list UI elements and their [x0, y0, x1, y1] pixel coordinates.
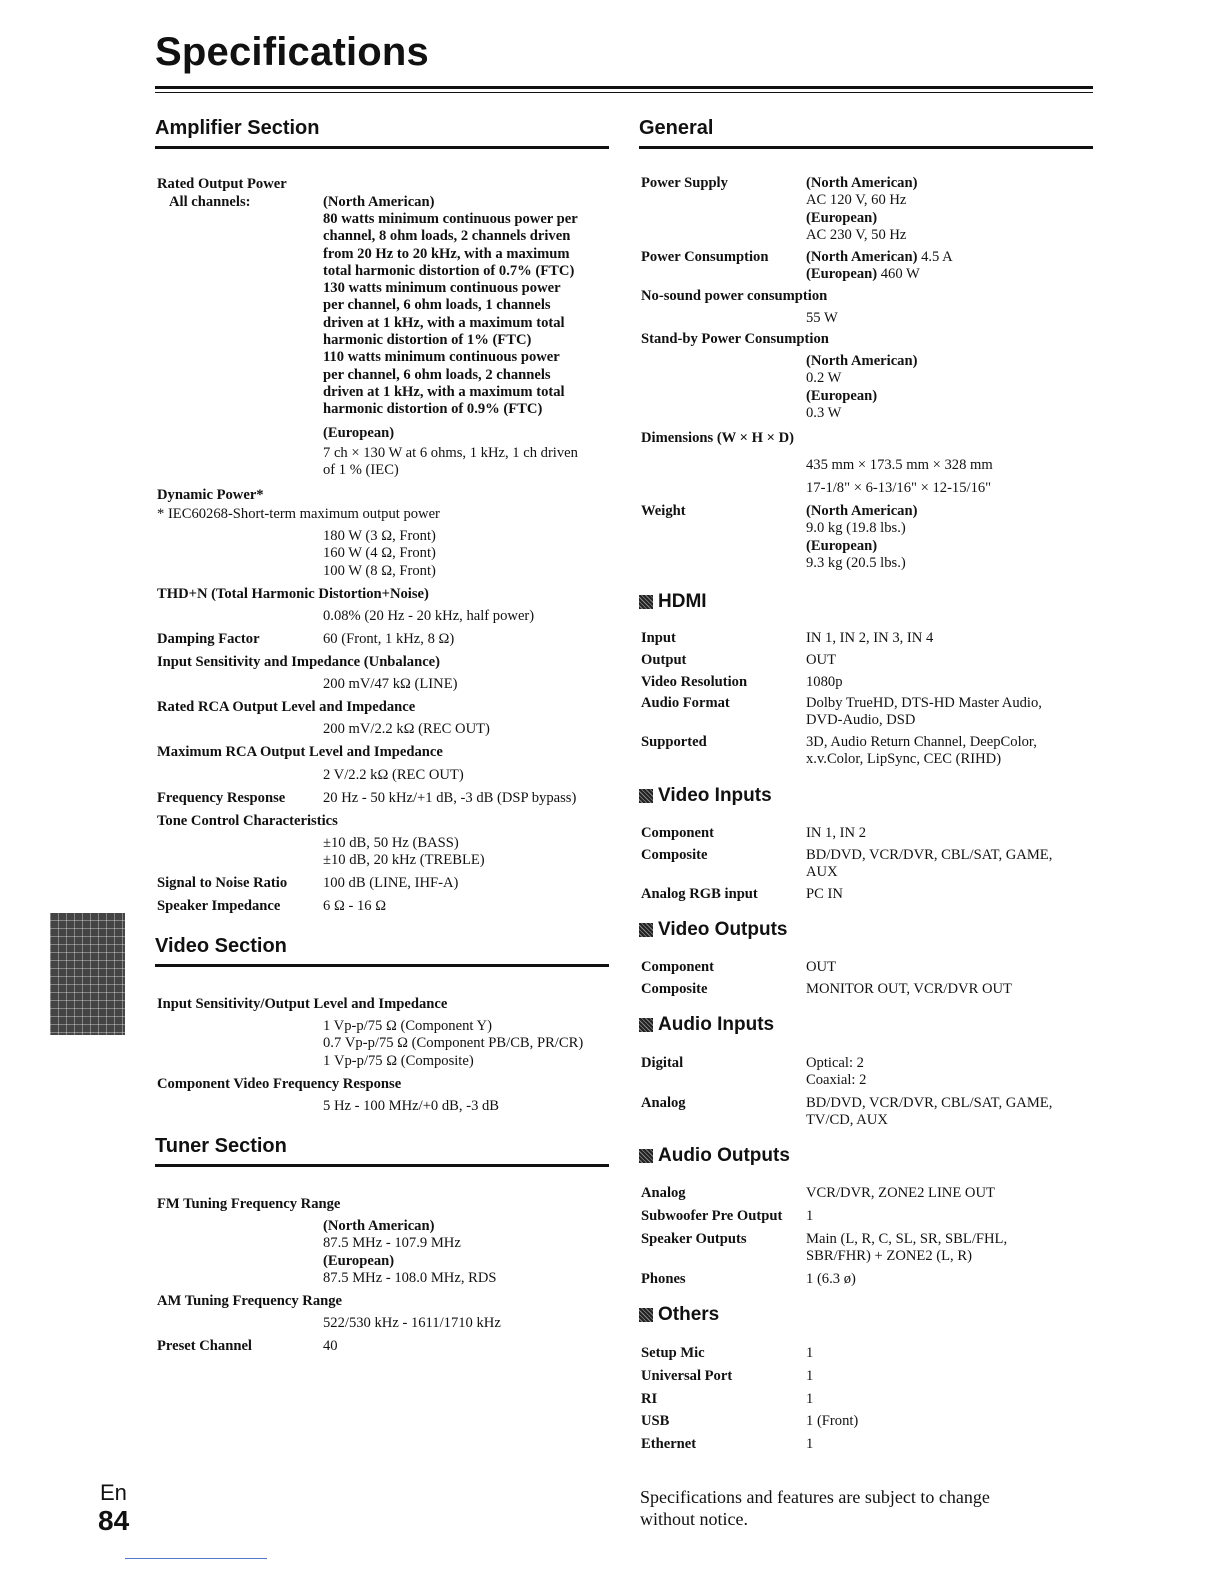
- preset-channel-label: Preset Channel: [157, 1338, 252, 1354]
- aout-speaker-label: Speaker Outputs: [641, 1231, 747, 1247]
- aout-analog-value: VCR/DVR, ZONE2 LINE OUT: [806, 1185, 995, 1201]
- hdmi-output-value: OUT: [806, 652, 836, 668]
- vin-component-value: IN 1, IN 2: [806, 825, 866, 841]
- vin-component-label: Component: [641, 825, 714, 841]
- fm-na-label: (North American): [323, 1218, 435, 1234]
- thd-label: THD+N (Total Harmonic Distortion+Noise): [157, 586, 429, 602]
- others-universal-port-label: Universal Port: [641, 1368, 733, 1384]
- dimensions-in: 17-1/8" × 6-13/16" × 12-15/16": [806, 480, 992, 496]
- others-heading: [639, 1306, 719, 1323]
- standby-label: Stand-by Power Consumption: [641, 331, 829, 347]
- vout-composite-label: Composite: [641, 981, 708, 997]
- video-outputs-heading: [639, 921, 787, 938]
- aout-phones-value: 1 (6.3 ø): [806, 1271, 856, 1287]
- aout-subwoofer-label: Subwoofer Pre Output: [641, 1208, 783, 1224]
- tone-control-value: ±10 dB, 50 Hz (BASS) ±10 dB, 20 kHz (TREBLE): [323, 835, 485, 869]
- input-sensitivity-value: 200 mV/47 kΩ (LINE): [323, 676, 458, 692]
- hdmi-resolution-value: 1080p: [806, 674, 843, 690]
- square-bullet-icon: [639, 789, 653, 803]
- square-bullet-icon: [639, 923, 653, 937]
- no-sound-value: 55 W: [806, 310, 838, 326]
- vout-component-value: OUT: [806, 959, 836, 975]
- power-consumption-label: Power Consumption: [641, 249, 769, 265]
- title-rule-thin: [155, 92, 1093, 93]
- video-input-sensitivity-value: 1 Vp-p/75 Ω (Component Y) 0.7 Vp-p/75 Ω (Component PB/CB, PR/CR) 1 Vp-p/75 Ω (Composite): [323, 1018, 584, 1069]
- side-thumb-tab: [50, 913, 125, 1035]
- hdmi-heading: [639, 593, 707, 610]
- w-eu-label: (European): [806, 538, 878, 554]
- max-rca-label: Maximum RCA Output Level and Impedance: [157, 744, 443, 760]
- vin-rgb-label: Analog RGB input: [641, 886, 758, 902]
- audio-outputs-heading-text: Audio Outputs: [658, 1145, 790, 1166]
- video-outputs-heading-text: Video Outputs: [658, 919, 788, 940]
- square-bullet-icon: [639, 1308, 653, 1322]
- aout-analog-label: Analog: [641, 1185, 686, 1201]
- w-na-value: 9.0 kg (19.8 lbs.): [806, 520, 906, 536]
- bottom-link-line: [125, 1558, 267, 1559]
- frequency-response-value: 20 Hz - 50 kHz/+1 dB, -3 dB (DSP bypass): [323, 790, 577, 806]
- hdmi-supported-value: 3D, Audio Return Channel, DeepColor, x.v.Color, LipSync, CEC (RIHD): [806, 734, 1037, 768]
- rated-rca-value: 200 mV/2.2 kΩ (REC OUT): [323, 721, 490, 737]
- video-inputs-heading-text: Video Inputs: [658, 785, 772, 806]
- others-ri-label: RI: [641, 1391, 658, 1407]
- fm-eu-value: 87.5 MHz - 108.0 MHz, RDS: [323, 1270, 497, 1286]
- sb-eu-value: 0.3 W: [806, 405, 842, 421]
- general-section-rule: [639, 146, 1093, 149]
- ain-analog-label: Analog: [641, 1095, 686, 1111]
- ps-na-label: (North American): [806, 175, 918, 191]
- pc-eu-line: [806, 266, 920, 283]
- fm-eu-label: (European): [323, 1253, 395, 1269]
- ps-na-value: AC 120 V, 60 Hz: [806, 192, 907, 208]
- others-heading-text: Others: [658, 1304, 720, 1325]
- rated-rca-label: Rated RCA Output Level and Impedance: [157, 699, 416, 715]
- frequency-response-label: Frequency Response: [157, 790, 286, 806]
- dimensions-mm: 435 mm × 173.5 mm × 328 mm: [806, 457, 993, 473]
- page-language: En: [100, 1480, 127, 1505]
- square-bullet-icon: [639, 1018, 653, 1032]
- pc-eu-label: (European): [806, 266, 878, 282]
- ain-digital-label: Digital: [641, 1055, 684, 1071]
- hdmi-resolution-label: Video Resolution: [641, 674, 748, 690]
- pc-na-line: [806, 249, 953, 266]
- aout-phones-label: Phones: [641, 1271, 686, 1287]
- dynamic-power-label: Dynamic Power*: [157, 487, 264, 503]
- amplifier-section-rule: [155, 146, 609, 149]
- aout-subwoofer-value: 1: [806, 1208, 814, 1224]
- sb-eu-label: (European): [806, 388, 878, 404]
- damping-value: 60 (Front, 1 kHz, 8 Ω): [323, 631, 455, 647]
- ain-analog-value: BD/DVD, VCR/DVR, CBL/SAT, GAME, TV/CD, AUX: [806, 1095, 1053, 1129]
- others-ethernet-label: Ethernet: [641, 1436, 697, 1452]
- vin-composite-label: Composite: [641, 847, 708, 863]
- hdmi-supported-label: Supported: [641, 734, 707, 750]
- dimensions-label: Dimensions (W × H × D): [641, 430, 794, 446]
- square-bullet-icon: [639, 595, 653, 609]
- pc-na-value: 4.5 A: [917, 249, 953, 265]
- others-universal-port-value: 1: [806, 1368, 814, 1384]
- vin-composite-value: BD/DVD, VCR/DVR, CBL/SAT, GAME, AUX: [806, 847, 1053, 881]
- dynamic-power-values: 180 W (3 Ω, Front) 160 W (4 Ω, Front) 100 W (8 Ω, Front): [323, 528, 436, 579]
- general-section-heading: General: [639, 117, 714, 139]
- others-ethernet-value: 1: [806, 1436, 814, 1452]
- vout-composite-value: MONITOR OUT, VCR/DVR OUT: [806, 981, 1012, 997]
- others-ri-value: 1: [806, 1391, 814, 1407]
- sb-na-label: (North American): [806, 353, 918, 369]
- w-eu-value: 9.3 kg (20.5 lbs.): [806, 555, 906, 571]
- all-channels-label: All channels:: [169, 194, 251, 210]
- input-sensitivity-label: Input Sensitivity and Impedance (Unbalance): [157, 654, 441, 670]
- hdmi-input-label: Input: [641, 630, 676, 646]
- ps-eu-value: AC 230 V, 50 Hz: [806, 227, 907, 243]
- page-number: 84: [98, 1505, 130, 1536]
- audio-outputs-heading: [639, 1147, 790, 1164]
- thd-value: 0.08% (20 Hz - 20 kHz, half power): [323, 608, 535, 624]
- hdmi-audio-format-value: Dolby TrueHD, DTS-HD Master Audio, DVD-Audio, DSD: [806, 695, 1042, 729]
- damping-label: Damping Factor: [157, 631, 260, 647]
- ps-eu-label: (European): [806, 210, 878, 226]
- amp-eu-text: 7 ch × 130 W at 6 ohms, 1 kHz, 1 ch driven of 1 % (IEC): [323, 445, 578, 479]
- amp-na-text: 80 watts minimum continuous power per channel, 8 ohm loads, 2 channels driven from 20 Hz to 20 kHz, with a maximum total harmonic distortion of 0.7% (FTC) 130 watts minimum continuous power per channel, 6 ohm loads, 1 channels driven at 1 kHz, with a maximum total harmonic distortion of 1% (FTC) 110 watts minimum continuous power per channel, 6 ohm loads, 2 channels driven at 1 kHz, with a maximum total harmonic distortion of 0.9% (FTC): [323, 211, 578, 418]
- audio-inputs-heading: [639, 1016, 774, 1033]
- w-na-label: (North American): [806, 503, 918, 519]
- component-video-freq-value: 5 Hz - 100 MHz/+0 dB, -3 dB: [323, 1098, 500, 1114]
- aout-speaker-value: Main (L, R, C, SL, SR, SBL/FHL, SBR/FHR) + ZONE2 (L, R): [806, 1231, 1008, 1265]
- rated-output-label: Rated Output Power: [157, 176, 287, 192]
- hdmi-heading-text: HDMI: [658, 591, 707, 612]
- title-rule-thick: [155, 86, 1093, 89]
- weight-label: Weight: [641, 503, 686, 519]
- footer-note: Specifications and features are subject to change without notice.: [640, 1487, 990, 1529]
- fm-range-label: FM Tuning Frequency Range: [157, 1196, 341, 1212]
- amp-na-label: (North American): [323, 194, 435, 210]
- fm-na-value: 87.5 MHz - 107.9 MHz: [323, 1235, 461, 1251]
- video-input-sensitivity-label: Input Sensitivity/Output Level and Impedance: [157, 996, 448, 1012]
- video-section-heading: Video Section: [155, 935, 287, 957]
- page-title: Specifications: [155, 30, 429, 74]
- component-video-freq-label: Component Video Frequency Response: [157, 1076, 402, 1092]
- tone-control-label: Tone Control Characteristics: [157, 813, 338, 829]
- snr-label: Signal to Noise Ratio: [157, 875, 288, 891]
- others-usb-label: USB: [641, 1413, 670, 1429]
- dynamic-power-note: * IEC60268-Short-term maximum output power: [157, 506, 440, 522]
- audio-inputs-heading-text: Audio Inputs: [658, 1014, 775, 1035]
- preset-channel-value: 40: [323, 1338, 338, 1354]
- others-setup-mic-label: Setup Mic: [641, 1345, 705, 1361]
- max-rca-value: 2 V/2.2 kΩ (REC OUT): [323, 767, 464, 783]
- others-setup-mic-value: 1: [806, 1345, 814, 1361]
- sb-na-value: 0.2 W: [806, 370, 842, 386]
- amplifier-section-heading: Amplifier Section: [155, 117, 320, 139]
- vin-rgb-value: PC IN: [806, 886, 843, 902]
- tuner-section-rule: [155, 1164, 609, 1167]
- vout-component-label: Component: [641, 959, 714, 975]
- hdmi-input-value: IN 1, IN 2, IN 3, IN 4: [806, 630, 934, 646]
- power-supply-label: Power Supply: [641, 175, 728, 191]
- tuner-section-heading: Tuner Section: [155, 1135, 287, 1157]
- pc-eu-value: 460 W: [877, 266, 920, 282]
- video-section-rule: [155, 964, 609, 967]
- snr-value: 100 dB (LINE, IHF-A): [323, 875, 459, 891]
- video-inputs-heading: [639, 787, 772, 804]
- speaker-impedance-label: Speaker Impedance: [157, 898, 281, 914]
- square-bullet-icon: [639, 1149, 653, 1163]
- am-range-label: AM Tuning Frequency Range: [157, 1293, 343, 1309]
- pc-na-label: (North American): [806, 249, 918, 265]
- amp-eu-label: (European): [323, 425, 395, 441]
- no-sound-label: No-sound power consumption: [641, 288, 828, 304]
- am-range-value: 522/530 kHz - 1611/1710 kHz: [323, 1315, 501, 1331]
- others-usb-value: 1 (Front): [806, 1413, 859, 1429]
- speaker-impedance-value: 6 Ω - 16 Ω: [323, 898, 387, 914]
- hdmi-audio-format-label: Audio Format: [641, 695, 730, 711]
- ain-digital-value: Optical: 2 Coaxial: 2: [806, 1055, 867, 1089]
- hdmi-output-label: Output: [641, 652, 687, 668]
